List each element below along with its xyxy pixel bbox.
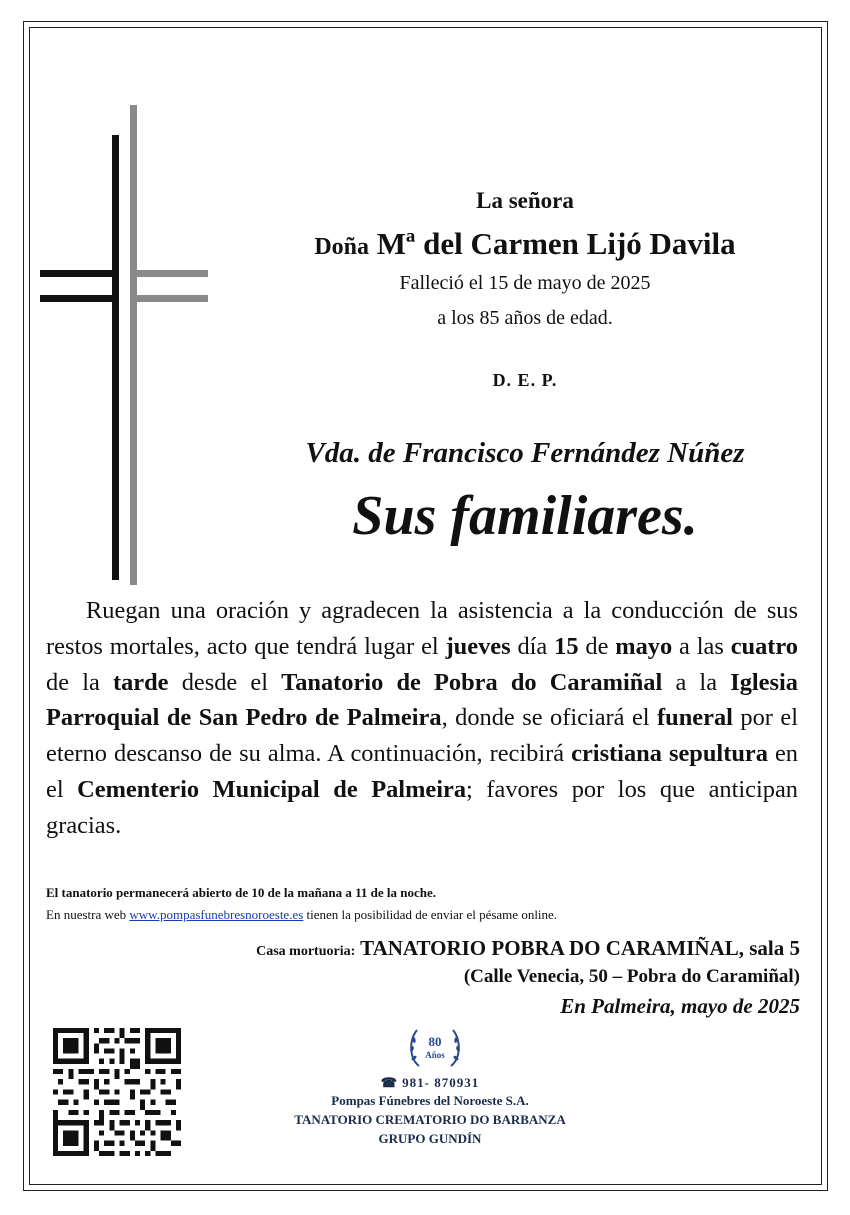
ceremony-paragraph: Ruegan una oración y agradecen la asistencia a la conducción de sus restos mortales, acto que tendrá lugar el jueves día 15 de mayo a las cuatro de la tarde desde el Tanatorio de Pobra do Caramiñal a la Iglesia Parroquial de San Pedro de Palmeira, donde se oficiará el funeral por el eterno descanso de su alma. A continuación, recibirá cristiana sepultura en el Cementerio Municipal de Palmeira; favores por los que anticipan gracias. bbox=[46, 597, 799, 839]
widow-text: Vda. de Francisco Fernández Núñez bbox=[305, 437, 745, 469]
name-prefix: Doña bbox=[314, 234, 370, 260]
funeral-home bbox=[256, 936, 800, 961]
place-date: En Palmeira, mayo de 2025 bbox=[560, 994, 800, 1018]
age-text: a los 85 años de edad. bbox=[437, 307, 613, 329]
house-name: TANATORIO POBRA DO CARAMIÑAL, bbox=[360, 936, 744, 960]
death-date: Falleció el 15 de mayo de 2025 bbox=[399, 272, 651, 294]
phone-icon: ☎ bbox=[380, 1075, 398, 1090]
intro-text: La señora bbox=[476, 188, 574, 213]
cross-icon bbox=[40, 105, 210, 585]
company-name: Pompas Fúnebres del Noroeste S.A. bbox=[331, 1093, 529, 1108]
anniversary-badge-icon bbox=[405, 1022, 465, 1072]
deceased-name bbox=[230, 226, 820, 262]
phone-line bbox=[230, 1075, 630, 1091]
room-label: sala 5 bbox=[749, 936, 800, 960]
crematorio-name: TANATORIO CREMATORIO DO BARBANZA bbox=[294, 1112, 566, 1127]
phone-number: 981- 870931 bbox=[402, 1075, 480, 1090]
address-text: (Calle Venecia, 50 – Pobra do Caramiñal) bbox=[463, 966, 800, 987]
badge-number: 80 bbox=[428, 1034, 442, 1049]
family-text: Sus familiares. bbox=[352, 485, 698, 547]
hours-note: El tanatorio permanecerá abierto de 10 de la mañana a 11 de la noche. bbox=[46, 885, 436, 900]
qr-code-icon bbox=[53, 1028, 181, 1156]
group-name: GRUPO GUNDÍN bbox=[378, 1131, 482, 1146]
name-text: Mª del Carmen Lijó Davila bbox=[376, 226, 736, 261]
badge-text: Años bbox=[425, 1050, 445, 1060]
web-note: En nuestra web www.pompasfunebresnoroeste.es tienen la posibilidad de enviar el pésame online. bbox=[46, 907, 558, 922]
house-label: Casa mortuoria: bbox=[256, 944, 356, 959]
website-link[interactable]: www.pompasfunebresnoroeste.es bbox=[129, 907, 304, 922]
dep-text: D. E. P. bbox=[492, 370, 558, 390]
